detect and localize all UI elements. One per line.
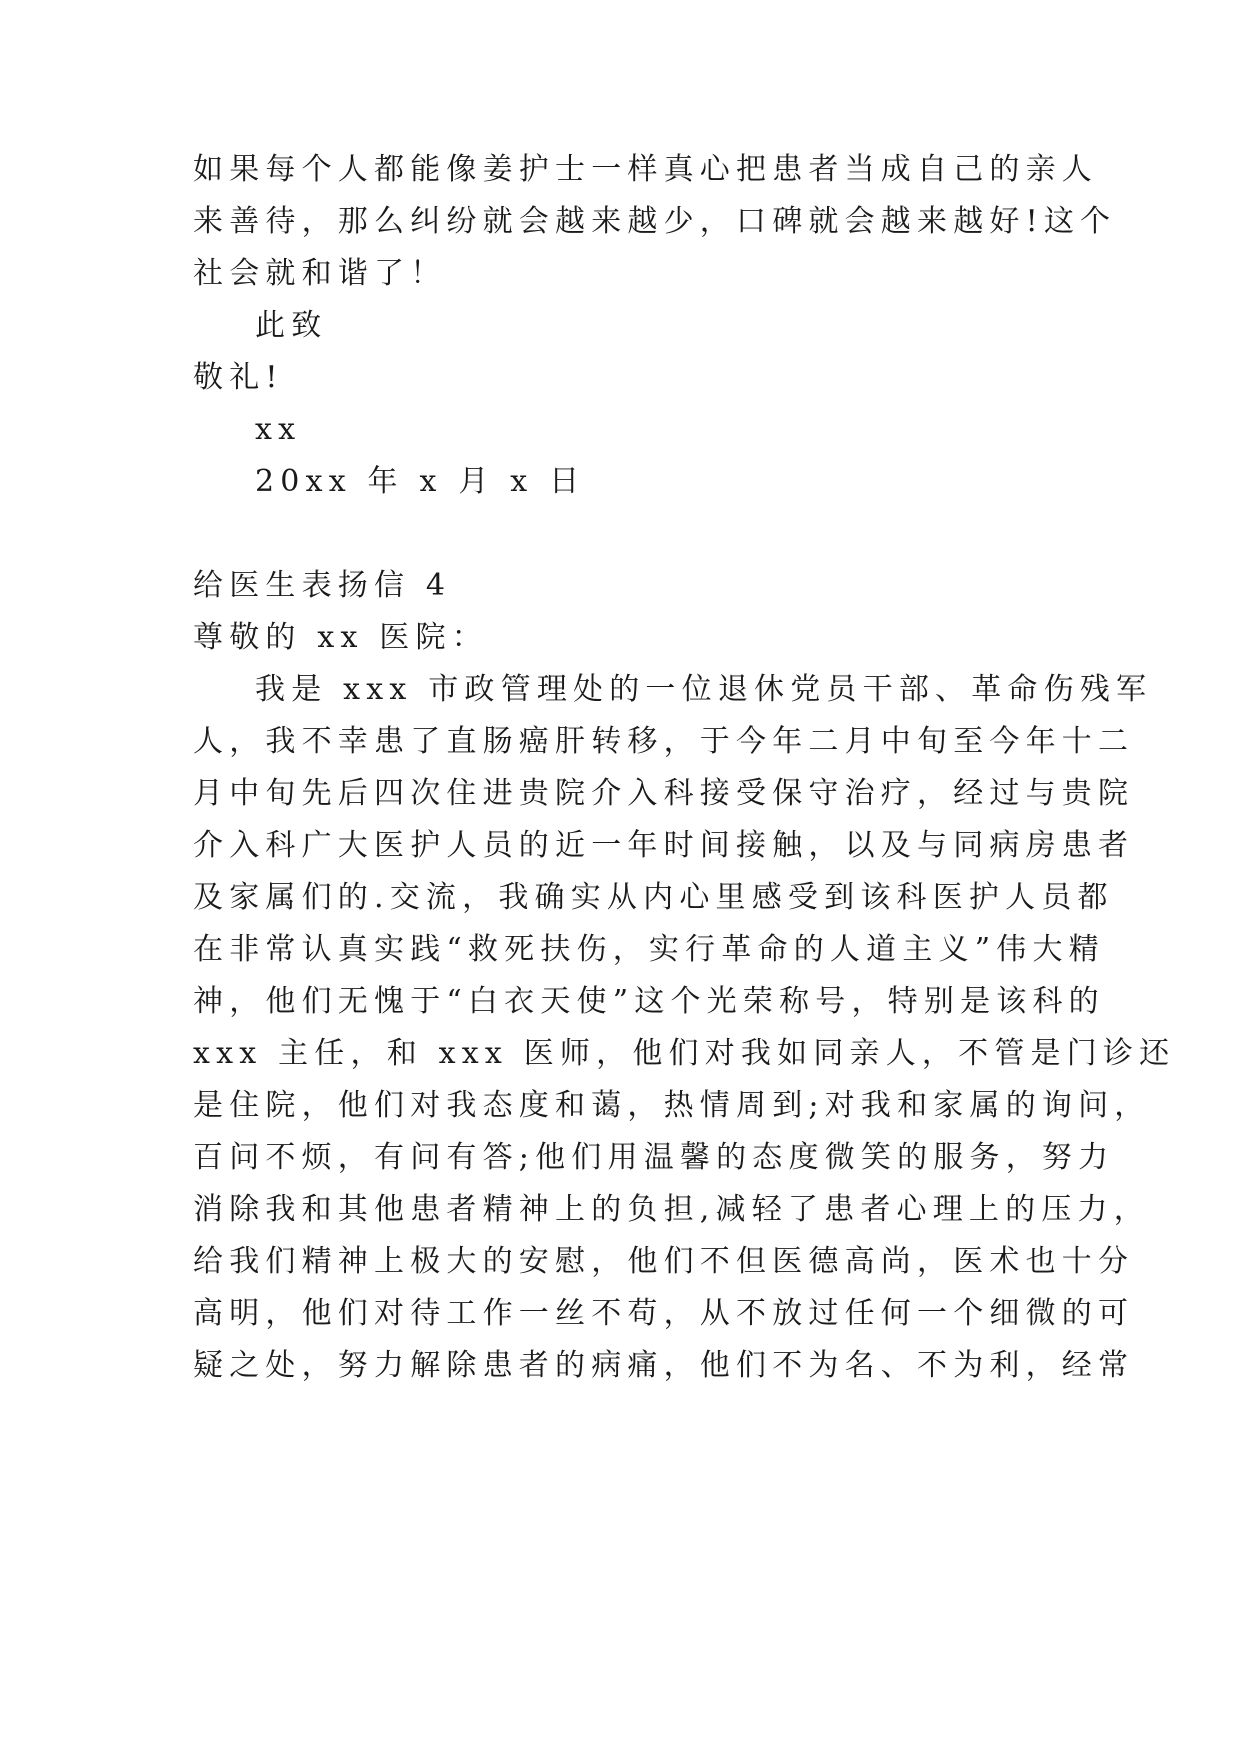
paragraph-line: 如果每个人都能像姜护士一样真心把患者当成自己的亲人: [193, 152, 1098, 187]
body-line: 及家属们的.交流，我确实从内心里感受到该科医护人员都: [193, 880, 1114, 915]
closing-ci-zhi: 此致: [255, 308, 328, 343]
letter-title: 给医生表扬信 4: [193, 568, 452, 603]
signature: xx: [255, 412, 302, 447]
body-line: 给我们精神上极大的安慰，他们不但医德高尚，医术也十分: [193, 1244, 1135, 1279]
body-line: 是住院，他们对我态度和蔼，热情周到;对我和家属的询问，: [193, 1088, 1151, 1123]
letter-date: 20xx 年 x 月 x 日: [255, 464, 586, 499]
body-line: 在非常认真实践“救死扶伤，实行革命的人道主义”伟大精: [193, 932, 1105, 967]
body-line: 神，他们无愧于“白衣天使”这个光荣称号，特别是该科的: [193, 984, 1105, 1019]
closing-jing-li: 敬礼!: [193, 360, 284, 395]
body-line: 消除我和其他患者精神上的负担,减轻了患者心理上的压力，: [193, 1192, 1150, 1227]
body-line: 月中旬先后四次住进贵院介入科接受保守治疗，经过与贵院: [193, 776, 1135, 811]
body-line: 百问不烦，有问有答;他们用温馨的态度微笑的服务，努力: [193, 1140, 1115, 1175]
body-line: 疑之处，努力解除患者的病痛，他们不为名、不为利，经常: [193, 1348, 1135, 1383]
body-line: xxx 主任，和 xxx 医师，他们对我如同亲人，不管是门诊还: [193, 1036, 1176, 1071]
body-line: 人，我不幸患了直肠癌肝转移，于今年二月中旬至今年十二: [193, 724, 1135, 759]
body-line: 介入科广大医护人员的近一年时间接触，以及与同病房患者: [193, 828, 1135, 863]
salutation: 尊敬的 xx 医院：: [193, 620, 488, 655]
paragraph-line: 来善待，那么纠纷就会越来越少，口碑就会越来越好!这个: [193, 204, 1117, 239]
paragraph-line: 社会就和谐了！: [193, 256, 447, 291]
body-line: 高明，他们对待工作一丝不苟，从不放过任何一个细微的可: [193, 1296, 1135, 1331]
body-line: 我是 xxx 市政管理处的一位退休党员干部、革命伤残军: [255, 672, 1153, 707]
